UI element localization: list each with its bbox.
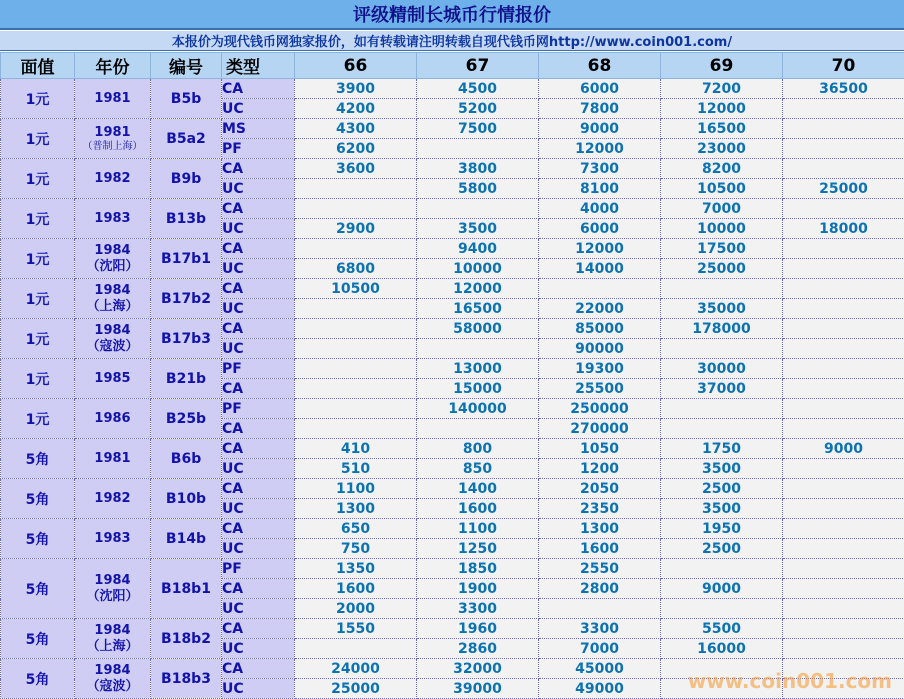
price-cell: [661, 599, 783, 619]
price-cell: 14000: [539, 259, 661, 279]
face-value-cell: 5角: [1, 559, 75, 619]
price-cell: [661, 279, 783, 299]
grade-type-cell: UC: [222, 219, 295, 239]
face-value-cell: 5角: [1, 519, 75, 559]
price-cell: 1950: [661, 519, 783, 539]
price-cell: [783, 259, 904, 279]
price-cell: 10000: [417, 259, 539, 279]
price-cell: 17500: [661, 239, 783, 259]
price-cell: 270000: [539, 419, 661, 439]
col-type: 类型: [222, 53, 295, 79]
price-cell: 3500: [661, 459, 783, 479]
catalog-code-cell: B17b2: [151, 279, 222, 319]
catalog-code-cell: B25b: [151, 399, 222, 439]
face-value-cell: 1元: [1, 159, 75, 199]
year-cell: [75, 619, 151, 659]
catalog-code-cell: B13b: [151, 199, 222, 239]
grade-type-cell: UC: [222, 339, 295, 359]
price-cell: [295, 419, 417, 439]
price-cell: 3300: [539, 619, 661, 639]
price-cell: 15000: [417, 379, 539, 399]
price-cell: 36500: [783, 79, 904, 99]
price-cell: [295, 299, 417, 319]
table-row: [1, 479, 904, 499]
catalog-code-cell: B5a2: [151, 119, 222, 159]
year-cell: [75, 559, 151, 619]
price-cell: 45000: [539, 659, 661, 679]
price-cell: 58000: [417, 319, 539, 339]
price-cell: 5500: [661, 619, 783, 639]
price-cell: [539, 279, 661, 299]
price-cell: 37000: [661, 379, 783, 399]
face-value-cell: 5角: [1, 619, 75, 659]
grade-type-cell: UC: [222, 299, 295, 319]
price-cell: 2350: [539, 499, 661, 519]
price-cell: [783, 599, 904, 619]
grade-type-cell: CA: [222, 519, 295, 539]
grade-type-cell: UC: [222, 499, 295, 519]
price-cell: 6000: [539, 219, 661, 239]
year-value: 1981: [94, 90, 131, 106]
price-cell: 49000: [539, 679, 661, 699]
price-cell: [783, 239, 904, 259]
price-cell: [295, 359, 417, 379]
price-cell: [295, 639, 417, 659]
grade-type-cell: CA: [222, 659, 295, 679]
grade-type-cell: CA: [222, 239, 295, 259]
year-value: 1984: [94, 572, 131, 588]
price-cell: 16500: [417, 299, 539, 319]
face-value-cell: 5角: [1, 479, 75, 519]
grade-type-cell: CA: [222, 199, 295, 219]
price-cell: 30000: [661, 359, 783, 379]
price-cell: 7200: [661, 79, 783, 99]
price-cell: 2500: [661, 479, 783, 499]
price-cell: 25000: [783, 179, 904, 199]
price-cell: 800: [417, 439, 539, 459]
price-cell: [295, 239, 417, 259]
price-cell: 4500: [417, 79, 539, 99]
year-value: 1986: [94, 410, 131, 426]
price-cell: 13000: [417, 359, 539, 379]
price-cell: [783, 459, 904, 479]
price-cell: 850: [417, 459, 539, 479]
price-cell: 7800: [539, 99, 661, 119]
price-cell: [783, 199, 904, 219]
grade-type-cell: CA: [222, 159, 295, 179]
price-table: [0, 52, 904, 699]
price-cell: [783, 579, 904, 599]
year-cell: [75, 659, 151, 699]
price-cell: [661, 419, 783, 439]
price-cell: [783, 319, 904, 339]
year-cell: [75, 79, 151, 119]
page-subtitle: 本报价为现代钱币网独家报价，如有转载请注明转载自现代钱币网http://www.coin001.com/: [171, 35, 733, 50]
year-cell: [75, 239, 151, 279]
price-cell: 7500: [417, 119, 539, 139]
face-value-cell: 1元: [1, 239, 75, 279]
catalog-code-cell: B17b3: [151, 319, 222, 359]
price-cell: 25500: [539, 379, 661, 399]
grade-type-cell: CA: [222, 379, 295, 399]
year-cell: [75, 439, 151, 479]
col-grade-68: 68: [539, 53, 661, 79]
col-code: 编号: [151, 53, 222, 79]
price-cell: [783, 99, 904, 119]
price-cell: [661, 559, 783, 579]
year-value: 1982: [94, 490, 131, 506]
price-cell: 3500: [661, 499, 783, 519]
col-face-value: 面值: [1, 53, 75, 79]
catalog-code-cell: B17b1: [151, 239, 222, 279]
table-row: [1, 119, 904, 139]
price-cell: 750: [295, 539, 417, 559]
table-row: [1, 519, 904, 539]
grade-type-cell: CA: [222, 619, 295, 639]
price-cell: [417, 139, 539, 159]
price-cell: [783, 559, 904, 579]
price-cell: 35000: [661, 299, 783, 319]
price-cell: [295, 379, 417, 399]
price-cell: 39000: [417, 679, 539, 699]
year-value: 1981: [94, 124, 131, 140]
mint-note: （上海）: [86, 298, 139, 314]
price-cell: 2050: [539, 479, 661, 499]
subtitle-bar: [0, 31, 904, 51]
price-cell: 1050: [539, 439, 661, 459]
year-value: 1983: [94, 530, 131, 546]
price-cell: 5800: [417, 179, 539, 199]
grade-type-cell: CA: [222, 579, 295, 599]
grade-type-cell: CA: [222, 479, 295, 499]
grade-type-cell: UC: [222, 599, 295, 619]
price-cell: 2900: [295, 219, 417, 239]
year-value: 1983: [94, 210, 131, 226]
year-cell: [75, 479, 151, 519]
price-cell: [783, 379, 904, 399]
price-cell: 16500: [661, 119, 783, 139]
price-cell: 1600: [295, 579, 417, 599]
price-cell: [783, 639, 904, 659]
col-year: 年份: [75, 53, 151, 79]
price-cell: 7300: [539, 159, 661, 179]
year-cell: [75, 359, 151, 399]
price-cell: [783, 139, 904, 159]
price-cell: 2500: [661, 539, 783, 559]
price-cell: 1100: [417, 519, 539, 539]
price-cell: 1100: [295, 479, 417, 499]
price-cell: 1400: [417, 479, 539, 499]
table-row: [1, 559, 904, 579]
catalog-code-cell: B14b: [151, 519, 222, 559]
catalog-code-cell: B18b2: [151, 619, 222, 659]
price-cell: [295, 399, 417, 419]
price-cell: [417, 419, 539, 439]
price-cell: 4200: [295, 99, 417, 119]
table-row: [1, 279, 904, 299]
mint-note: （寇波）: [86, 678, 139, 694]
price-cell: 6200: [295, 139, 417, 159]
year-cell: [75, 399, 151, 439]
grade-type-cell: UC: [222, 539, 295, 559]
price-cell: [295, 339, 417, 359]
price-cell: 250000: [539, 399, 661, 419]
year-value: 1984: [94, 242, 131, 258]
price-cell: [295, 199, 417, 219]
catalog-code-cell: B9b: [151, 159, 222, 199]
grade-type-cell: CA: [222, 279, 295, 299]
price-cell: 510: [295, 459, 417, 479]
table-row: [1, 199, 904, 219]
table-row: [1, 159, 904, 179]
price-cell: 1200: [539, 459, 661, 479]
price-cell: [295, 179, 417, 199]
grade-type-cell: UC: [222, 259, 295, 279]
price-cell: 32000: [417, 659, 539, 679]
grade-type-cell: PF: [222, 559, 295, 579]
price-cell: 1850: [417, 559, 539, 579]
price-cell: 7000: [661, 199, 783, 219]
face-value-cell: 1元: [1, 399, 75, 439]
year-value: 1985: [94, 370, 131, 386]
year-value: 1984: [94, 322, 131, 338]
price-cell: 12000: [539, 139, 661, 159]
price-cell: 5200: [417, 99, 539, 119]
catalog-code-cell: B10b: [151, 479, 222, 519]
year-value: 1982: [94, 170, 131, 186]
catalog-code-cell: B18b3: [151, 659, 222, 699]
mint-note: （沈阳）: [86, 258, 139, 274]
price-cell: 4300: [295, 119, 417, 139]
col-grade-66: 66: [295, 53, 417, 79]
price-cell: 10500: [661, 179, 783, 199]
price-cell: 3500: [417, 219, 539, 239]
price-cell: 2000: [295, 599, 417, 619]
catalog-code-cell: B5b: [151, 79, 222, 119]
catalog-code-cell: B18b1: [151, 559, 222, 619]
price-cell: 9000: [661, 579, 783, 599]
mint-note: （沈阳）: [86, 588, 139, 604]
price-cell: 12000: [661, 99, 783, 119]
year-cell: [75, 119, 151, 159]
grade-type-cell: CA: [222, 79, 295, 99]
price-cell: 8200: [661, 159, 783, 179]
table-row: [1, 239, 904, 259]
year-value: 1984: [94, 622, 131, 638]
price-cell: 2860: [417, 639, 539, 659]
year-value: 1984: [94, 662, 131, 678]
grade-type-cell: MS: [222, 119, 295, 139]
price-cell: 1300: [539, 519, 661, 539]
grade-type-cell: UC: [222, 679, 295, 699]
price-table-body: [1, 79, 904, 699]
price-cell: 9400: [417, 239, 539, 259]
price-cell: 1600: [539, 539, 661, 559]
price-cell: 90000: [539, 339, 661, 359]
year-value: 1981: [94, 450, 131, 466]
grade-type-cell: PF: [222, 359, 295, 379]
price-cell: [783, 479, 904, 499]
price-cell: 1300: [295, 499, 417, 519]
year-cell: [75, 199, 151, 239]
watermark: www.coin001.com: [687, 669, 892, 693]
price-cell: 12000: [539, 239, 661, 259]
title-bar: [0, 0, 904, 30]
face-value-cell: 5角: [1, 659, 75, 699]
table-row: [1, 399, 904, 419]
price-cell: [539, 599, 661, 619]
price-cell: [417, 199, 539, 219]
year-cell: [75, 319, 151, 359]
price-cell: [783, 359, 904, 379]
col-grade-67: 67: [417, 53, 539, 79]
mint-note: （上海）: [86, 638, 139, 654]
price-cell: 1960: [417, 619, 539, 639]
price-cell: 1550: [295, 619, 417, 639]
price-cell: [661, 399, 783, 419]
face-value-cell: 1元: [1, 279, 75, 319]
table-row: [1, 319, 904, 339]
col-grade-69: 69: [661, 53, 783, 79]
price-cell: 1350: [295, 559, 417, 579]
price-cell: 7000: [539, 639, 661, 659]
price-cell: [783, 159, 904, 179]
price-cell: 178000: [661, 319, 783, 339]
mint-note: （普制上海）: [82, 140, 143, 152]
price-cell: [783, 399, 904, 419]
price-cell: 1900: [417, 579, 539, 599]
year-cell: [75, 159, 151, 199]
price-cell: 410: [295, 439, 417, 459]
table-row: [1, 439, 904, 459]
page-title: 评级精制长城币行情报价: [353, 5, 551, 26]
price-cell: 1250: [417, 539, 539, 559]
price-cell: 1750: [661, 439, 783, 459]
catalog-code-cell: B6b: [151, 439, 222, 479]
grade-type-cell: CA: [222, 419, 295, 439]
price-cell: 2550: [539, 559, 661, 579]
price-cell: [783, 539, 904, 559]
price-cell: 9000: [539, 119, 661, 139]
face-value-cell: 1元: [1, 119, 75, 159]
price-cell: [783, 339, 904, 359]
col-grade-70: 70: [783, 53, 904, 79]
price-cell: 22000: [539, 299, 661, 319]
table-row: [1, 619, 904, 639]
price-cell: [661, 339, 783, 359]
price-cell: 25000: [661, 259, 783, 279]
price-cell: [783, 519, 904, 539]
year-value: 1984: [94, 282, 131, 298]
face-value-cell: 1元: [1, 199, 75, 239]
price-cell: [783, 279, 904, 299]
price-cell: 3800: [417, 159, 539, 179]
price-cell: 9000: [783, 439, 904, 459]
price-cell: 16000: [661, 639, 783, 659]
price-cell: 3300: [417, 599, 539, 619]
price-cell: 8100: [539, 179, 661, 199]
price-cell: [295, 319, 417, 339]
face-value-cell: 1元: [1, 359, 75, 399]
price-cell: 19300: [539, 359, 661, 379]
price-cell: [783, 619, 904, 639]
grade-type-cell: PF: [222, 399, 295, 419]
face-value-cell: 5角: [1, 439, 75, 479]
price-cell: 4000: [539, 199, 661, 219]
price-cell: 23000: [661, 139, 783, 159]
price-cell: 12000: [417, 279, 539, 299]
price-cell: 18000: [783, 219, 904, 239]
grade-type-cell: UC: [222, 179, 295, 199]
price-cell: 25000: [295, 679, 417, 699]
price-cell: 3900: [295, 79, 417, 99]
grade-type-cell: UC: [222, 99, 295, 119]
price-cell: [783, 419, 904, 439]
face-value-cell: 1元: [1, 319, 75, 359]
table-row: [1, 79, 904, 99]
price-cell: 6800: [295, 259, 417, 279]
price-cell: [417, 339, 539, 359]
year-cell: [75, 519, 151, 559]
price-cell: [783, 499, 904, 519]
catalog-code-cell: B21b: [151, 359, 222, 399]
price-cell: 3600: [295, 159, 417, 179]
price-cell: 24000: [295, 659, 417, 679]
grade-type-cell: UC: [222, 639, 295, 659]
price-cell: [783, 299, 904, 319]
price-cell: 650: [295, 519, 417, 539]
grade-type-cell: UC: [222, 459, 295, 479]
header-row: [1, 53, 904, 79]
price-cell: 10000: [661, 219, 783, 239]
grade-type-cell: CA: [222, 319, 295, 339]
price-cell: [783, 119, 904, 139]
table-row: [1, 359, 904, 379]
face-value-cell: 1元: [1, 79, 75, 119]
mint-note: （寇波）: [86, 338, 139, 354]
price-cell: 140000: [417, 399, 539, 419]
year-cell: [75, 279, 151, 319]
price-cell: 2800: [539, 579, 661, 599]
price-cell: 6000: [539, 79, 661, 99]
grade-type-cell: PF: [222, 139, 295, 159]
price-cell: 85000: [539, 319, 661, 339]
grade-type-cell: CA: [222, 439, 295, 459]
price-cell: 10500: [295, 279, 417, 299]
price-cell: 1600: [417, 499, 539, 519]
